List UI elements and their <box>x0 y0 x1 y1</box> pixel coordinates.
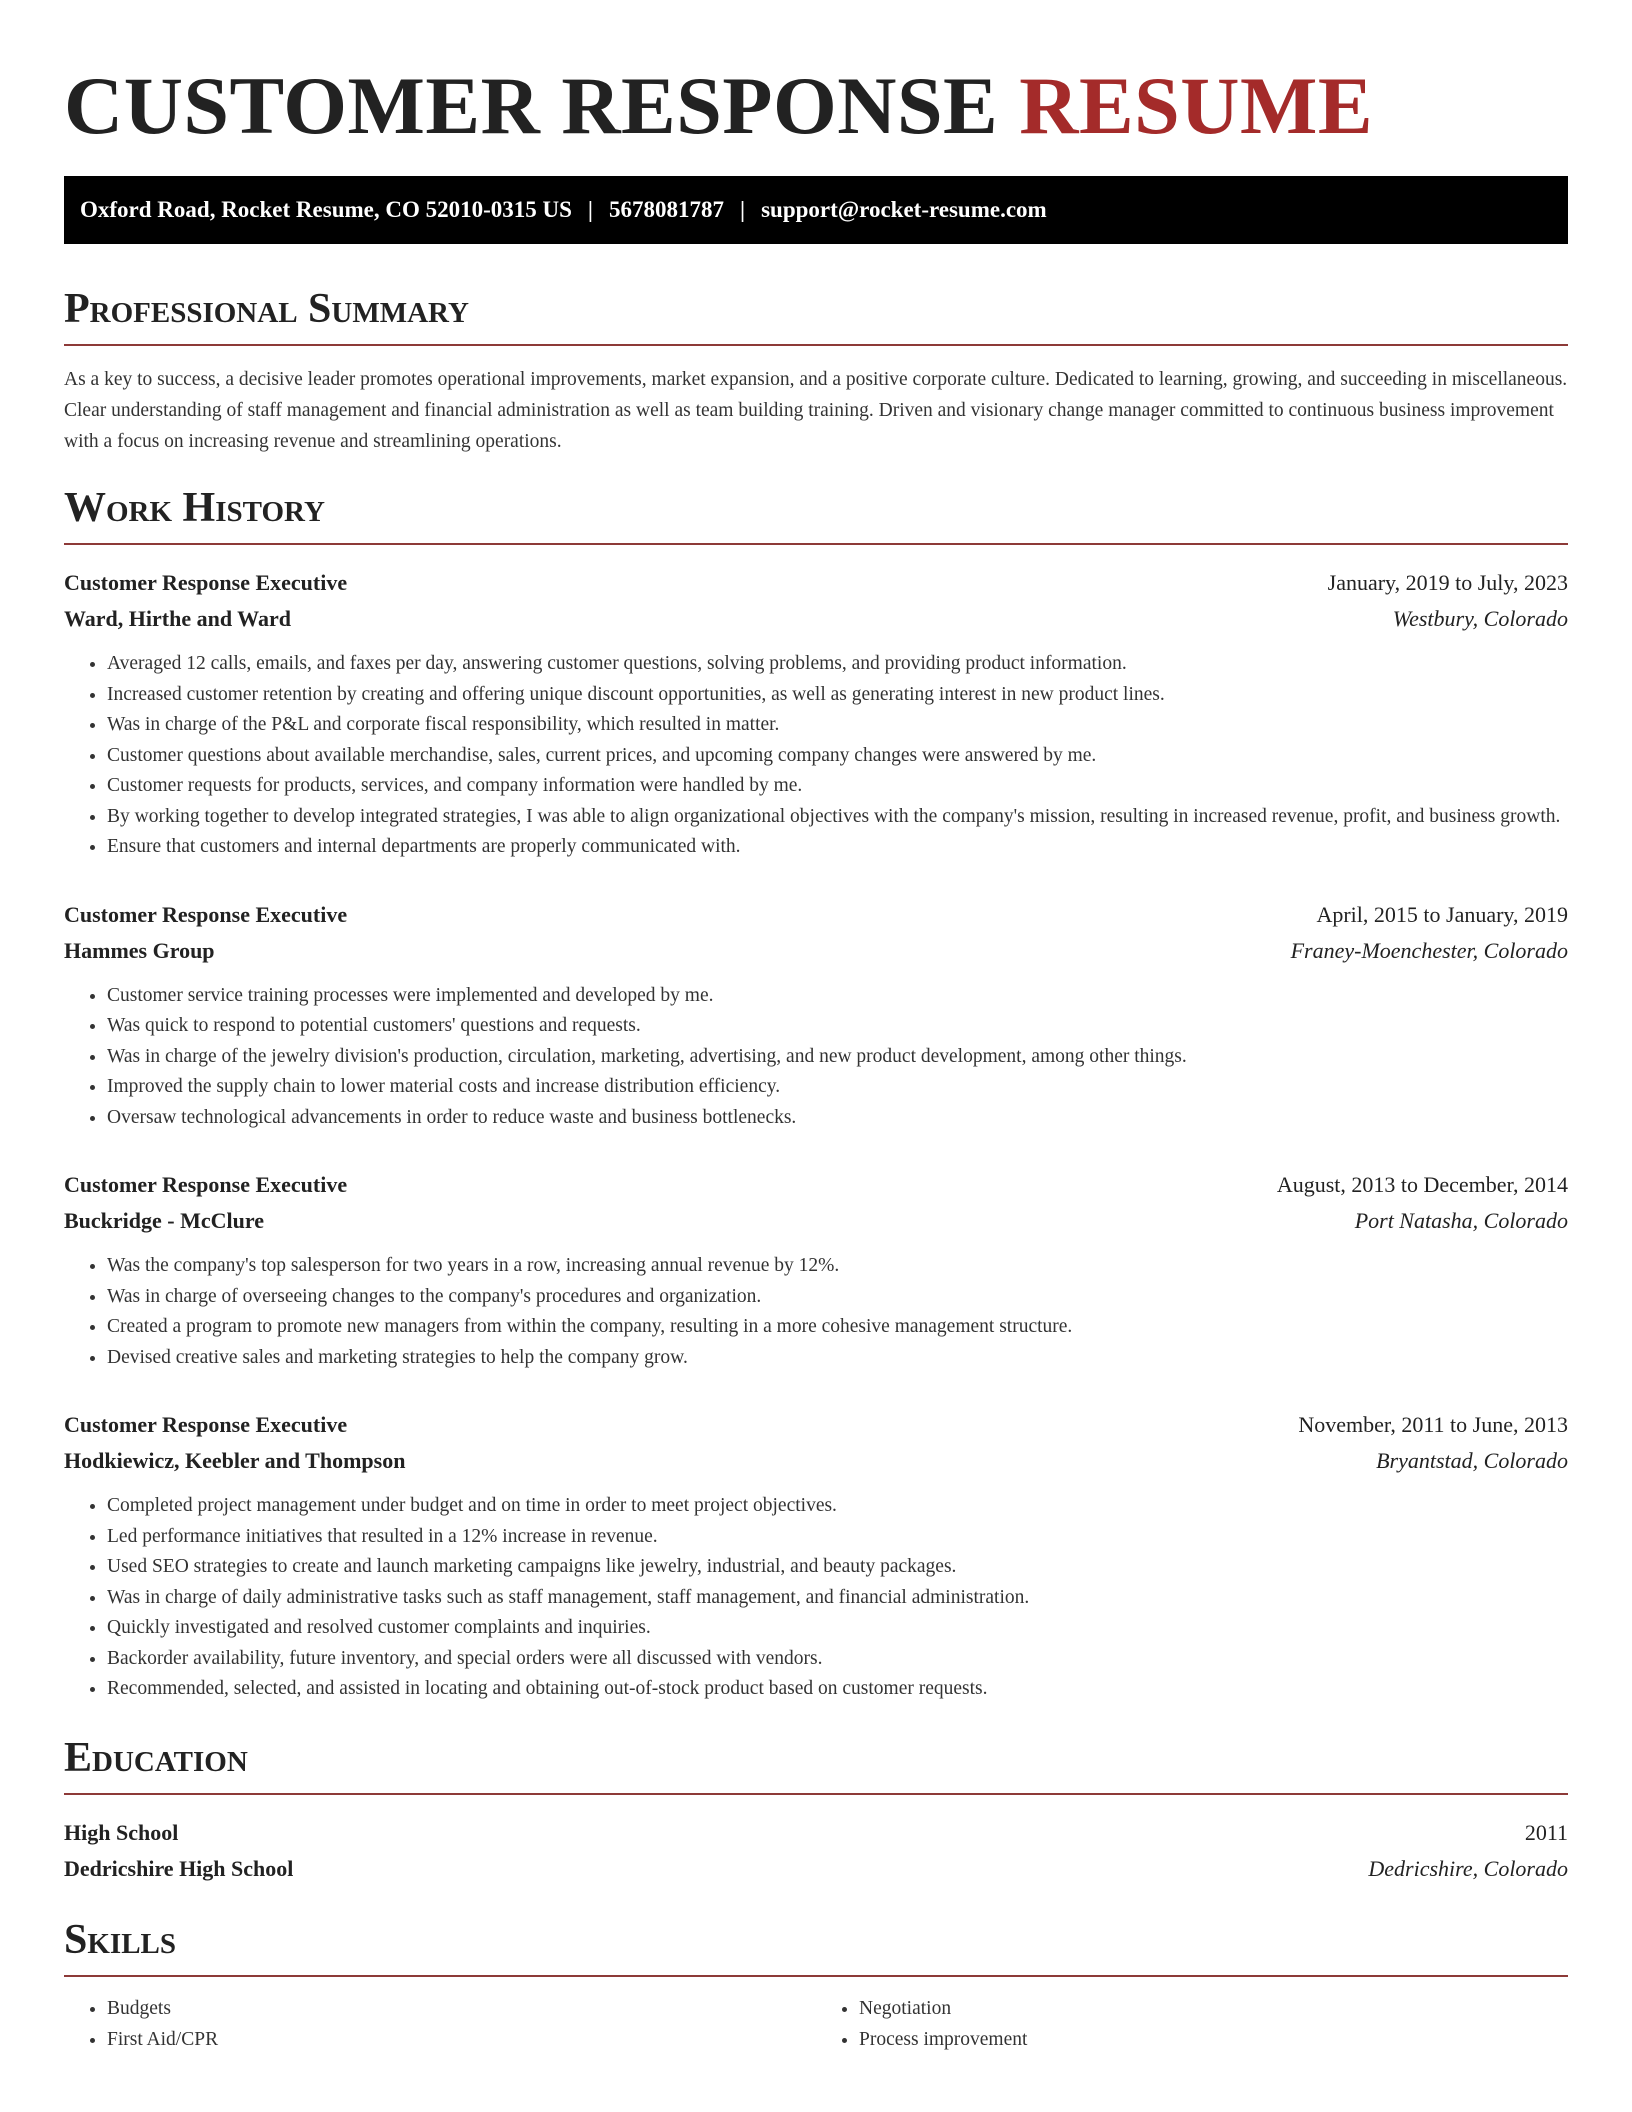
job-bullet: • Used SEO strategies to create and launch marketing campaigns like jewelry, industrial, and beauty packages. <box>107 1552 1568 1583</box>
job-bullet-list <box>64 1491 1568 1705</box>
section-title-skills: Skills <box>64 1915 1568 1977</box>
job-bullet: • Devised creative sales and marketing strategies to help the company grow. <box>107 1343 1568 1374</box>
contact-phone: 5678081787 <box>609 197 724 222</box>
section-title-education: Education <box>64 1733 1568 1795</box>
job-bullet-list <box>64 981 1568 1134</box>
skills-columns <box>64 1993 1568 2056</box>
job-role: Customer Response Executive <box>64 1172 348 1197</box>
job-company-row <box>64 1443 1568 1479</box>
job-bullet: • Averaged 12 calls, emails, and faxes per day, answering customer questions, solving problems, and providing product information. <box>107 649 1568 680</box>
contact-email: support@rocket-resume.com <box>761 197 1047 222</box>
resume-title-main: CUSTOMER RESPONSE <box>64 60 999 151</box>
job-bullet: • Quickly investigated and resolved customer complaints and inquiries. <box>107 1613 1568 1644</box>
job-company: Hodkiewicz, Keebler and Thompson <box>64 1448 406 1473</box>
job-bullet: • Oversaw technological advancements in order to reduce waste and business bottlenecks. <box>107 1103 1568 1134</box>
job-entry <box>64 1407 1568 1705</box>
resume-title-accent: RESUME <box>1019 60 1374 151</box>
job-entry <box>64 565 1568 863</box>
skill-item: • First Aid/CPR <box>107 2024 816 2056</box>
skill-item: • Budgets <box>107 1993 816 2025</box>
professional-summary-section <box>64 284 1568 457</box>
job-bullet: • Customer requests for products, services, and company information were handled by me. <box>107 771 1568 802</box>
job-dates: August, 2013 to December, 2014 <box>1276 1172 1568 1197</box>
job-bullet: • Led performance initiatives that resulted in a 12% increase in revenue. <box>107 1522 1568 1553</box>
resume-page <box>64 0 1568 2056</box>
job-bullet: • Backorder availability, future inventory, and special orders were all discussed with vendors. <box>107 1644 1568 1675</box>
job-dates: January, 2019 to July, 2023 <box>1327 570 1568 595</box>
education-entry <box>64 1815 1568 1887</box>
job-bullet: • Ensure that customers and internal departments are properly communicated with. <box>107 832 1568 863</box>
job-role: Customer Response Executive <box>64 570 348 595</box>
job-bullet: • Was the company's top salesperson for two years in a row, increasing annual revenue by 12%. <box>107 1251 1568 1282</box>
education-school: Dedricshire High School <box>64 1855 294 1881</box>
job-entry <box>64 1167 1568 1373</box>
job-bullet-list <box>64 1251 1568 1373</box>
skills-list-left <box>64 1993 816 2056</box>
education-year: 2011 <box>1524 1819 1568 1845</box>
job-location: Franey-Moenchester, Colorado <box>1290 937 1568 963</box>
summary-text: As a key to success, a decisive leader promotes operational improvements, market expansion, and a positive corporate culture. Dedicated to learning, growing, and succeeding in miscellaneous. Clear understanding of staff management and financial administration as well as team building training. Driven and visionary change manager committed to continuous business improvement with a focus on increasing revenue and streamlining operations. <box>64 369 1568 452</box>
job-dates: November, 2011 to June, 2013 <box>1298 1412 1568 1437</box>
job-bullet: • Was in charge of the P&L and corporate fiscal responsibility, which resulted in matter. <box>107 710 1568 741</box>
job-bullet: • Was quick to respond to potential customers' questions and requests. <box>107 1011 1568 1042</box>
job-bullet: • Completed project management under budget and on time in order to meet project objectives. <box>107 1491 1568 1522</box>
resume-title <box>64 56 1568 156</box>
job-company-row <box>64 933 1568 969</box>
job-bullet: • By working together to develop integrated strategies, I was able to align organizational objectives with the company's mission, resulting in increased revenue, profit, and business growth. <box>107 802 1568 833</box>
education-row-2 <box>64 1851 1568 1887</box>
job-header-row <box>64 1407 1568 1443</box>
job-role: Customer Response Executive <box>64 901 348 927</box>
education-section <box>64 1733 1568 1887</box>
education-location: Dedricshire, Colorado <box>1368 1855 1568 1881</box>
section-title-summary: Professional Summary <box>64 284 1568 346</box>
job-bullet: • Customer questions about available merchandise, sales, current prices, and upcoming company changes were answered by me. <box>107 741 1568 772</box>
job-header-row <box>64 565 1568 601</box>
job-bullet: • Recommended, selected, and assisted in locating and obtaining out-of-stock product based on customer requests. <box>107 1674 1568 1705</box>
job-bullet-list <box>64 649 1568 863</box>
skill-item: • Negotiation <box>859 1993 1568 2025</box>
job-bullet: • Created a program to promote new managers from within the company, resulting in a more cohesive management structure. <box>107 1312 1568 1343</box>
job-location: Port Natasha, Colorado <box>1354 1208 1568 1233</box>
section-title-work-history: Work History <box>64 483 1568 545</box>
skills-section <box>64 1915 1568 2056</box>
job-location: Bryantstad, Colorado <box>1376 1448 1568 1473</box>
contact-separator: | <box>587 197 593 222</box>
job-bullet: • Increased customer retention by creating and offering unique discount opportunities, as well as generating interest in new product lines. <box>107 680 1568 711</box>
job-bullet: • Improved the supply chain to lower material costs and increase distribution efficiency. <box>107 1072 1568 1103</box>
job-bullet: • Was in charge of overseeing changes to the company's procedures and organization. <box>107 1282 1568 1313</box>
job-bullet: • Was in charge of the jewelry division's production, circulation, marketing, advertising, and new product development, among other things. <box>107 1042 1568 1073</box>
work-history-section <box>64 483 1568 1705</box>
contact-address: Oxford Road, Rocket Resume, CO 52010-0315 US <box>80 197 572 222</box>
job-company: Ward, Hirthe and Ward <box>64 606 291 631</box>
job-header-row <box>64 1167 1568 1203</box>
job-dates: April, 2015 to January, 2019 <box>1316 901 1568 927</box>
job-bullet: • Was in charge of daily administrative tasks such as staff management, staff management, and financial administration. <box>107 1583 1568 1614</box>
contact-bar <box>64 176 1568 244</box>
job-company-row <box>64 1203 1568 1239</box>
job-entry <box>64 897 1568 1134</box>
job-location: Westbury, Colorado <box>1392 606 1568 631</box>
job-list <box>64 565 1568 1705</box>
job-company: Hammes Group <box>64 937 215 963</box>
skills-list-right <box>816 1993 1568 2056</box>
education-degree: High School <box>64 1819 179 1845</box>
education-row-1 <box>64 1815 1568 1851</box>
job-role: Customer Response Executive <box>64 1412 348 1437</box>
contact-separator: | <box>740 197 746 222</box>
job-header-row <box>64 897 1568 933</box>
skill-item: • Process improvement <box>859 2024 1568 2056</box>
job-company: Buckridge - McClure <box>64 1208 265 1233</box>
job-company-row <box>64 601 1568 637</box>
job-bullet: • Customer service training processes were implemented and developed by me. <box>107 981 1568 1012</box>
